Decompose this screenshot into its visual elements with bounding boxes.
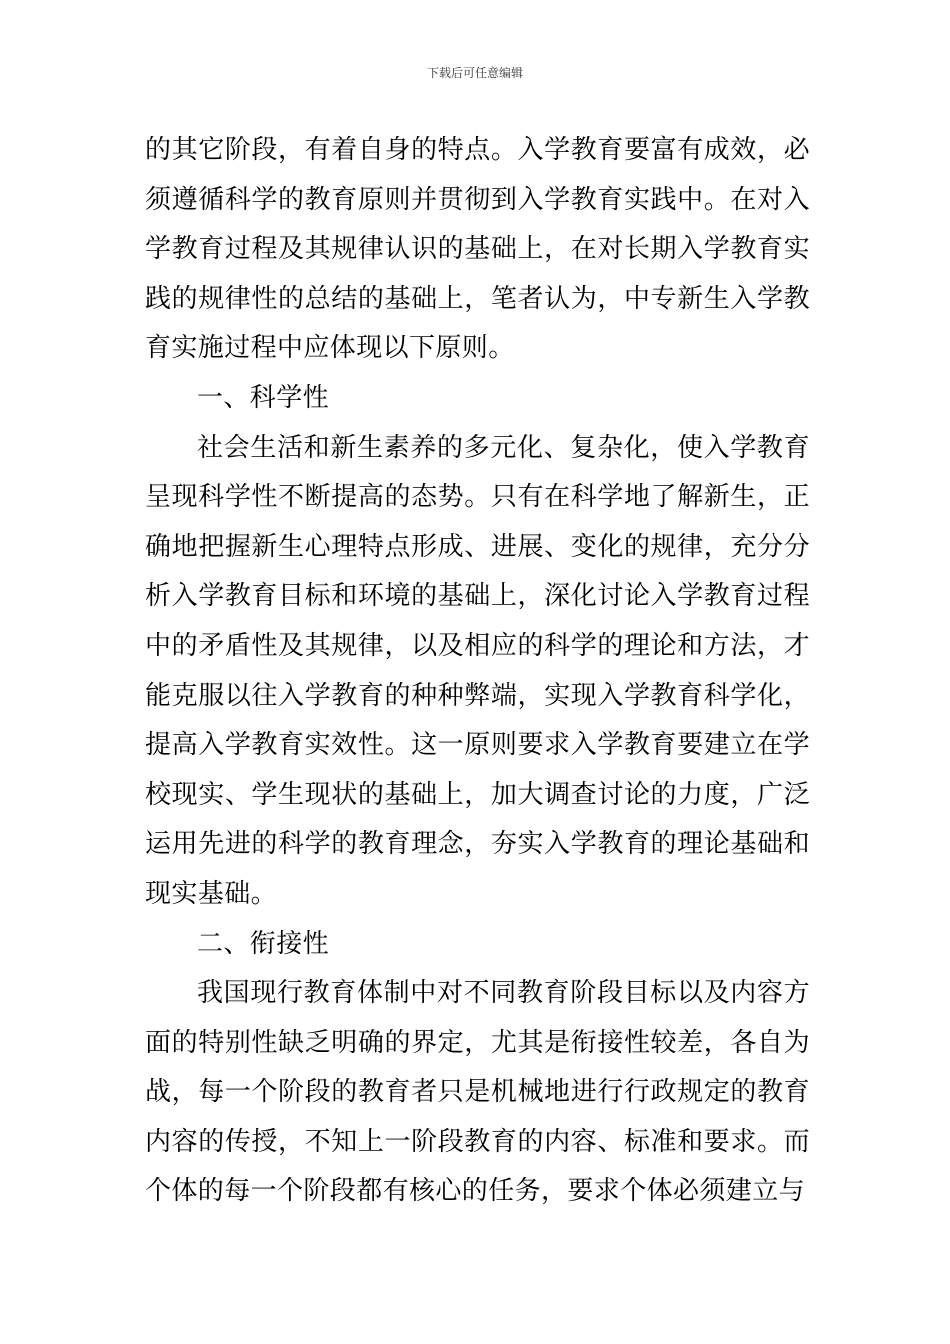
paragraph-scientific: 社会生活和新生素养的多元化、复杂化，使入学教育呈现科学性不断提高的态势。只有在科学地了解新生，正确地把握新生心理特点形成、进展、变化的规律，充分分析入学教育目标和环境的基础上，深化讨论入学教育过程中的矛盾性及其规律，以及相应的科学的理论和方法，才能克服以往入学教育的种种弊端，实现入学教育科学化，提高入学教育实效性。这一原则要求入学教育要建立在学校现实、学生现状的基础上，加大调查讨论的力度，广泛运用先进的科学的教育理念，夯实入学教育的理论基础和现实基础。 bbox=[145, 432, 810, 909]
page-header: 下载后可任意编辑 bbox=[426, 66, 523, 80]
paragraph-intro: 的其它阶段，有着自身的特点。入学教育要富有成效，必须遵循科学的教育原则并贯彻到入学教育实践中。在对入学教育过程及其规律认识的基础上，在对长期入学教育实践的规律性的总结的基础上，笔者认为，中专新生入学教育实施过程中应体现以下原则。 bbox=[145, 135, 810, 364]
document-body bbox=[145, 126, 810, 1217]
section-heading-continuity: 二、衔接性 bbox=[197, 928, 330, 959]
paragraph-continuity: 我国现行教育体制中对不同教育阶段目标以及内容方面的特别性缺乏明确的界定，尤其是衔接性较差，各自为战，每一个阶段的教育者只是机械地进行行政规定的教育内容的传授，不知上一阶段教育的内容、标准和要求。而个体的每一个阶段都有核心的任务，要求个体必须建立与 bbox=[145, 978, 810, 1207]
section-heading-scientific: 一、科学性 bbox=[197, 382, 330, 413]
